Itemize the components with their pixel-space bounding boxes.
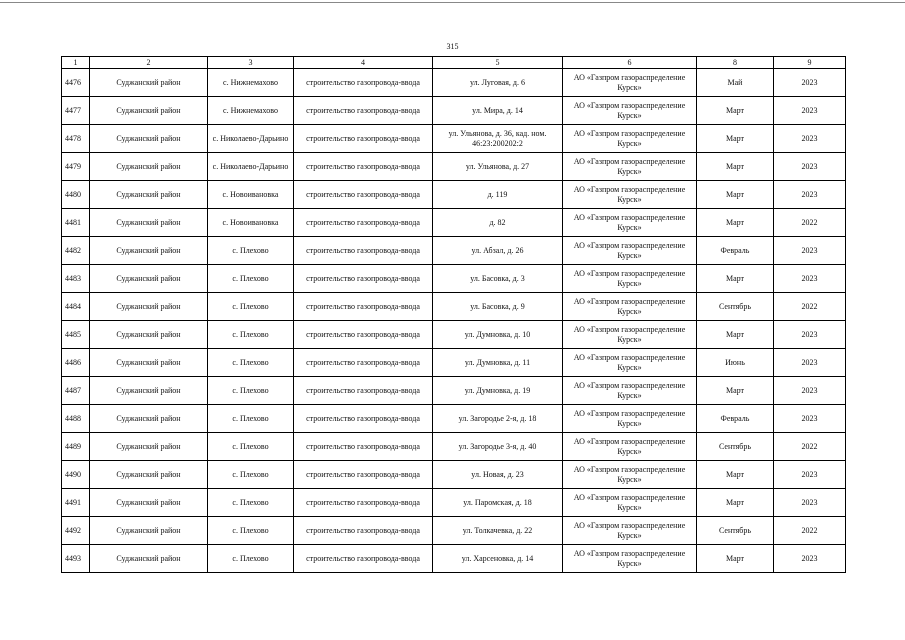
table-row: [62, 209, 846, 237]
row-number-cell: 4483: [62, 265, 90, 293]
year-cell: 2023: [774, 69, 846, 97]
month-cell: Май: [697, 69, 774, 97]
year-cell: 2023: [774, 461, 846, 489]
address-cell: д. 82: [433, 209, 563, 237]
district-cell: Суджанский район: [90, 545, 208, 573]
settlement-cell: с. Новоивановка: [208, 209, 294, 237]
address-cell: ул. Ульянова, д. 27: [433, 153, 563, 181]
settlement-cell: с. Плехово: [208, 461, 294, 489]
address-cell: ул. Мира, д. 14: [433, 97, 563, 125]
district-cell: Суджанский район: [90, 125, 208, 153]
work-type-cell: строительство газопровода-ввода: [294, 321, 433, 349]
settlement-cell: с. Плехово: [208, 489, 294, 517]
table-row: [62, 405, 846, 433]
column-header: 8: [697, 57, 774, 69]
row-number-cell: 4481: [62, 209, 90, 237]
address-cell: ул. Толкачевка, д. 22: [433, 517, 563, 545]
month-cell: Март: [697, 321, 774, 349]
table-row: [62, 293, 846, 321]
row-number-cell: 4488: [62, 405, 90, 433]
column-header: 9: [774, 57, 846, 69]
district-cell: Суджанский район: [90, 461, 208, 489]
row-number-cell: 4493: [62, 545, 90, 573]
table-row: [62, 349, 846, 377]
organization-cell: АО «Газпром газораспределение Курск»: [563, 181, 697, 209]
table-row: [62, 321, 846, 349]
row-number-cell: 4492: [62, 517, 90, 545]
address-cell: ул. Абзал, д. 26: [433, 237, 563, 265]
address-cell: д. 119: [433, 181, 563, 209]
settlement-cell: с. Плехово: [208, 433, 294, 461]
row-number-cell: 4482: [62, 237, 90, 265]
district-cell: Суджанский район: [90, 293, 208, 321]
top-rule: [0, 2, 905, 3]
organization-cell: АО «Газпром газораспределение Курск»: [563, 293, 697, 321]
organization-cell: АО «Газпром газораспределение Курск»: [563, 433, 697, 461]
year-cell: 2023: [774, 349, 846, 377]
settlement-cell: с. Николаево-Дарьино: [208, 153, 294, 181]
row-number-cell: 4476: [62, 69, 90, 97]
column-header: 4: [294, 57, 433, 69]
year-cell: 2023: [774, 97, 846, 125]
work-type-cell: строительство газопровода-ввода: [294, 433, 433, 461]
header-row: [62, 57, 846, 69]
page-number: 315: [446, 42, 459, 51]
work-type-cell: строительство газопровода-ввода: [294, 265, 433, 293]
work-type-cell: строительство газопровода-ввода: [294, 153, 433, 181]
settlement-cell: с. Новоивановка: [208, 181, 294, 209]
work-type-cell: строительство газопровода-ввода: [294, 69, 433, 97]
year-cell: 2023: [774, 125, 846, 153]
year-cell: 2022: [774, 293, 846, 321]
row-number-cell: 4489: [62, 433, 90, 461]
organization-cell: АО «Газпром газораспределение Курск»: [563, 545, 697, 573]
row-number-cell: 4486: [62, 349, 90, 377]
address-cell: ул. Харсеновка, д. 14: [433, 545, 563, 573]
row-number-cell: 4491: [62, 489, 90, 517]
month-cell: Март: [697, 377, 774, 405]
month-cell: Июнь: [697, 349, 774, 377]
row-number-cell: 4479: [62, 153, 90, 181]
month-cell: Март: [697, 125, 774, 153]
year-cell: 2023: [774, 237, 846, 265]
work-type-cell: строительство газопровода-ввода: [294, 545, 433, 573]
district-cell: Суджанский район: [90, 489, 208, 517]
settlement-cell: с. Плехово: [208, 265, 294, 293]
address-cell: ул. Загородье 3-я, д. 40: [433, 433, 563, 461]
work-type-cell: строительство газопровода-ввода: [294, 377, 433, 405]
year-cell: 2023: [774, 377, 846, 405]
district-cell: Суджанский район: [90, 265, 208, 293]
organization-cell: АО «Газпром газораспределение Курск»: [563, 209, 697, 237]
table-row: [62, 461, 846, 489]
settlement-cell: с. Плехово: [208, 321, 294, 349]
row-number-cell: 4487: [62, 377, 90, 405]
district-cell: Суджанский район: [90, 237, 208, 265]
settlement-cell: с. Плехово: [208, 237, 294, 265]
month-cell: Март: [697, 461, 774, 489]
address-cell: ул. Ульянова, д. 36, кад. ном. 46:23:200202:2: [433, 125, 563, 153]
district-cell: Суджанский район: [90, 69, 208, 97]
work-type-cell: строительство газопровода-ввода: [294, 461, 433, 489]
organization-cell: АО «Газпром газораспределение Курск»: [563, 517, 697, 545]
row-number-cell: 4478: [62, 125, 90, 153]
district-cell: Суджанский район: [90, 377, 208, 405]
table-body: [62, 69, 846, 573]
address-cell: ул. Думновка, д. 19: [433, 377, 563, 405]
work-type-cell: строительство газопровода-ввода: [294, 489, 433, 517]
work-type-cell: строительство газопровода-ввода: [294, 181, 433, 209]
month-cell: Сентябрь: [697, 433, 774, 461]
work-type-cell: строительство газопровода-ввода: [294, 293, 433, 321]
month-cell: Февраль: [697, 405, 774, 433]
work-type-cell: строительство газопровода-ввода: [294, 405, 433, 433]
row-number-cell: 4484: [62, 293, 90, 321]
district-cell: Суджанский район: [90, 153, 208, 181]
row-number-cell: 4480: [62, 181, 90, 209]
table-row: [62, 545, 846, 573]
organization-cell: АО «Газпром газораспределение Курск»: [563, 265, 697, 293]
table-row: [62, 181, 846, 209]
year-cell: 2023: [774, 321, 846, 349]
column-header: 6: [563, 57, 697, 69]
settlement-cell: с. Плехово: [208, 405, 294, 433]
address-cell: ул. Новая, д. 23: [433, 461, 563, 489]
year-cell: 2023: [774, 405, 846, 433]
year-cell: 2023: [774, 153, 846, 181]
district-cell: Суджанский район: [90, 405, 208, 433]
table-row: [62, 517, 846, 545]
month-cell: Март: [697, 97, 774, 125]
year-cell: 2023: [774, 181, 846, 209]
table-row: [62, 237, 846, 265]
month-cell: Март: [697, 153, 774, 181]
table-row: [62, 153, 846, 181]
row-number-cell: 4490: [62, 461, 90, 489]
column-header: 3: [208, 57, 294, 69]
month-cell: Март: [697, 209, 774, 237]
month-cell: Март: [697, 181, 774, 209]
address-cell: ул. Басовка, д. 3: [433, 265, 563, 293]
district-cell: Суджанский район: [90, 517, 208, 545]
settlement-cell: с. Нижнемахово: [208, 97, 294, 125]
year-cell: 2022: [774, 209, 846, 237]
year-cell: 2023: [774, 265, 846, 293]
year-cell: 2023: [774, 545, 846, 573]
address-cell: ул. Луговая, д. 6: [433, 69, 563, 97]
table-row: [62, 377, 846, 405]
table-row: [62, 489, 846, 517]
work-type-cell: строительство газопровода-ввода: [294, 237, 433, 265]
address-cell: ул. Паромская, д. 18: [433, 489, 563, 517]
organization-cell: АО «Газпром газораспределение Курск»: [563, 125, 697, 153]
work-type-cell: строительство газопровода-ввода: [294, 125, 433, 153]
address-cell: ул. Загородье 2-я, д. 18: [433, 405, 563, 433]
address-cell: ул. Думновка, д. 10: [433, 321, 563, 349]
organization-cell: АО «Газпром газораспределение Курск»: [563, 489, 697, 517]
district-cell: Суджанский район: [90, 181, 208, 209]
district-cell: Суджанский район: [90, 97, 208, 125]
month-cell: Сентябрь: [697, 293, 774, 321]
district-cell: Суджанский район: [90, 209, 208, 237]
settlement-cell: с. Нижнемахово: [208, 69, 294, 97]
column-header: 5: [433, 57, 563, 69]
settlement-cell: с. Плехово: [208, 517, 294, 545]
organization-cell: АО «Газпром газораспределение Курск»: [563, 153, 697, 181]
work-type-cell: строительство газопровода-ввода: [294, 349, 433, 377]
month-cell: Февраль: [697, 237, 774, 265]
month-cell: Сентябрь: [697, 517, 774, 545]
organization-cell: АО «Газпром газораспределение Курск»: [563, 349, 697, 377]
settlement-cell: с. Плехово: [208, 545, 294, 573]
year-cell: 2023: [774, 489, 846, 517]
work-type-cell: строительство газопровода-ввода: [294, 209, 433, 237]
organization-cell: АО «Газпром газораспределение Курск»: [563, 69, 697, 97]
work-type-cell: строительство газопровода-ввода: [294, 97, 433, 125]
row-number-cell: 4485: [62, 321, 90, 349]
settlement-cell: с. Николаево-Дарьино: [208, 125, 294, 153]
organization-cell: АО «Газпром газораспределение Курск»: [563, 377, 697, 405]
table-row: [62, 265, 846, 293]
year-cell: 2022: [774, 517, 846, 545]
month-cell: Март: [697, 265, 774, 293]
year-cell: 2022: [774, 433, 846, 461]
organization-cell: АО «Газпром газораспределение Курск»: [563, 97, 697, 125]
organization-cell: АО «Газпром газораспределение Курск»: [563, 237, 697, 265]
table-row: [62, 433, 846, 461]
table-row: [62, 125, 846, 153]
district-cell: Суджанский район: [90, 433, 208, 461]
row-number-cell: 4477: [62, 97, 90, 125]
settlement-cell: с. Плехово: [208, 349, 294, 377]
settlement-cell: с. Плехово: [208, 293, 294, 321]
column-header: 1: [62, 57, 90, 69]
organization-cell: АО «Газпром газораспределение Курск»: [563, 461, 697, 489]
work-type-cell: строительство газопровода-ввода: [294, 517, 433, 545]
district-cell: Суджанский район: [90, 321, 208, 349]
month-cell: Март: [697, 489, 774, 517]
address-cell: ул. Думновка, д. 11: [433, 349, 563, 377]
table-row: [62, 69, 846, 97]
table-row: [62, 97, 846, 125]
organization-cell: АО «Газпром газораспределение Курск»: [563, 405, 697, 433]
month-cell: Март: [697, 545, 774, 573]
district-cell: Суджанский район: [90, 349, 208, 377]
settlement-cell: с. Плехово: [208, 377, 294, 405]
data-table: [61, 56, 846, 573]
organization-cell: АО «Газпром газораспределение Курск»: [563, 321, 697, 349]
address-cell: ул. Басовка, д. 9: [433, 293, 563, 321]
column-header: 2: [90, 57, 208, 69]
